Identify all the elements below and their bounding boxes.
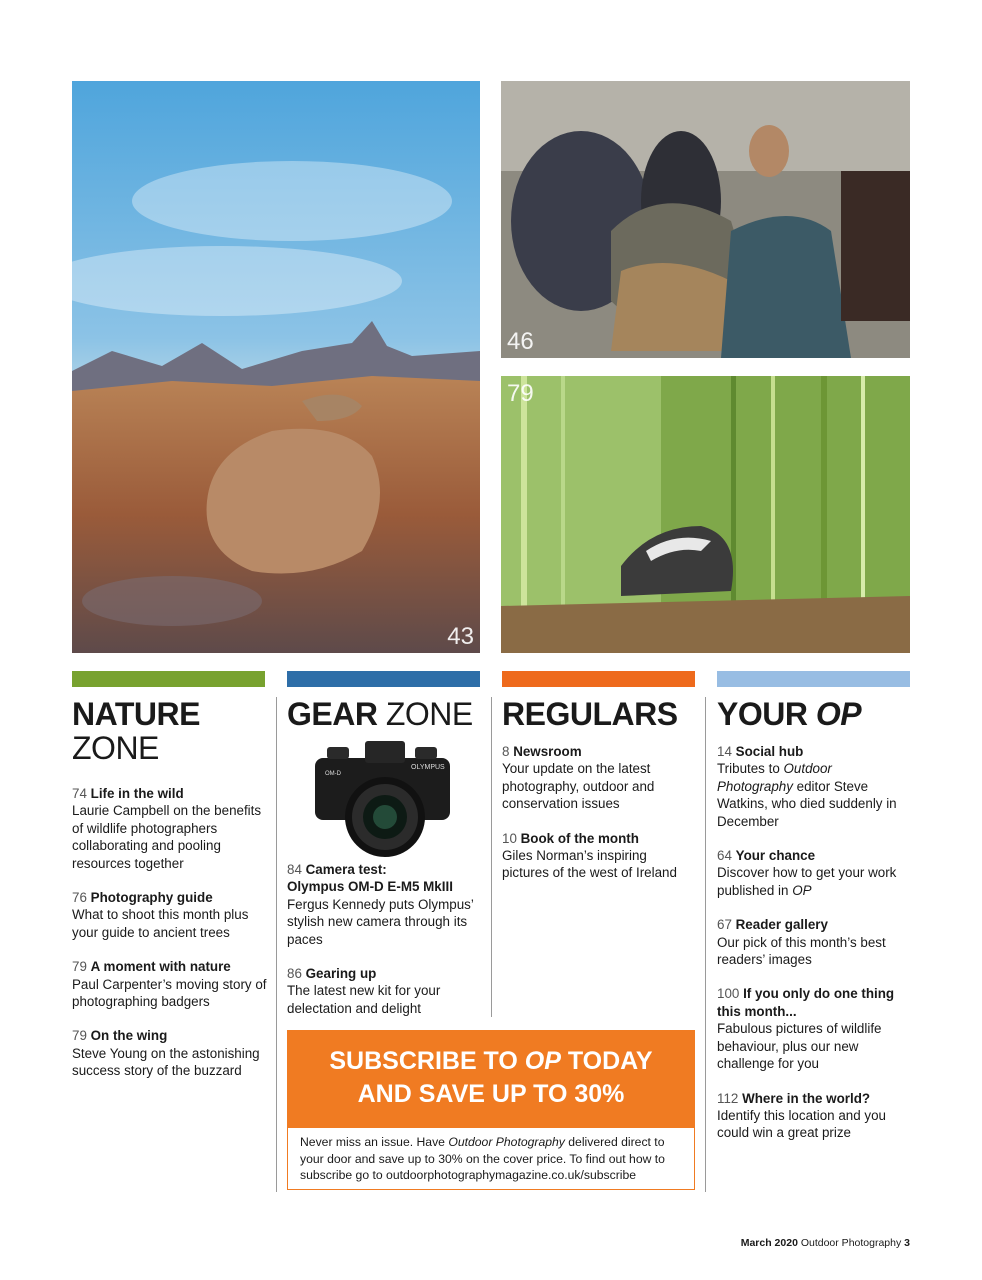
photo-page-number: 46 [507,328,534,355]
regulars-title: REGULARS [502,696,678,732]
regulars-bar [502,671,695,687]
your-op-bar [717,671,910,687]
nature-zone-title: NATURE ZONE [72,696,200,766]
regulars-column [502,697,697,899]
contents-entry[interactable]: 74 Life in the wild Laurie Campbell on the benefits of wildlife photographers collaborating and pooling resources together [72,786,262,871]
your-op-title: YOUR OP [717,696,862,732]
subscribe-body: Never miss an issue. Have Outdoor Photography delivered direct to your door and save up to 30% on the cover price. To find out how to subscribe go to outdoorphotographymagazine.co.uk/subscribe [300,1135,665,1182]
contents-entry[interactable]: 86 Gearing up The latest new kit for your delectation and delight [287,966,441,1016]
nature-zone-column [72,697,272,1097]
gear-zone-bar [287,671,480,687]
contents-entry[interactable]: 14 Social hub Tributes to Outdoor Photography editor Steve Watkins, who died suddenly in December [717,744,897,829]
nature-zone-bar [72,671,265,687]
column-divider [491,697,492,1017]
camera-brand-label: OLYMPUS [411,764,445,771]
contents-entry[interactable]: 79 On the wing Steve Young on the astonishing success story of the buzzard [72,1028,260,1079]
subscribe-box[interactable] [287,1030,695,1190]
your-op-column [717,697,910,1159]
contents-entry[interactable]: 10 Book of the month Giles Norman’s inspiring pictures of the west of Ireland [502,830,677,881]
contents-entry[interactable]: 100 If you only do one thing this month... Fabulous pictures of wildlife behaviour, plus our new challenge for you [717,986,895,1072]
page-footer: March 2020 Outdoor Photography 3 [740,1237,910,1249]
photo-page-number: 79 [507,380,534,407]
column-divider [705,697,706,1192]
column-divider [276,697,277,1192]
people-photo[interactable] [501,81,910,358]
gear-zone-title: GEAR ZONE [287,696,473,732]
subscribe-headline[interactable]: SUBSCRIBE TO OP TODAY AND SAVE UP TO 30% [288,1031,694,1128]
contents-entry[interactable]: 8 Newsroom Your update on the latest photography, outdoor and conservation issues [502,744,655,812]
landscape-photo[interactable] [72,81,480,653]
contents-entry[interactable]: 76 Photography guide What to shoot this month plus your guide to ancient trees [72,890,249,940]
contents-entry[interactable]: 84 Camera test: Olympus OM-D E-M5 MkIII Fergus Kennedy puts Olympus’ stylish new camera through its paces [287,862,474,947]
camera-model-label: OM-D [325,771,341,777]
camera-image[interactable] [315,733,450,861]
gear-zone-column [287,697,483,1034]
contents-entry[interactable]: 79 A moment with nature Paul Carpenter’s moving story of photographing badgers [72,959,267,1010]
badger-photo[interactable] [501,376,910,653]
photo-page-number: 43 [447,623,474,650]
contents-entry[interactable]: 64 Your chance Discover how to get your work published in OP [717,848,897,898]
contents-entry[interactable]: 112 Where in the world? Identify this location and you could win a great prize [717,1090,886,1141]
contents-entry[interactable]: 67 Reader gallery Our pick of this month’s best readers’ images [717,917,886,968]
